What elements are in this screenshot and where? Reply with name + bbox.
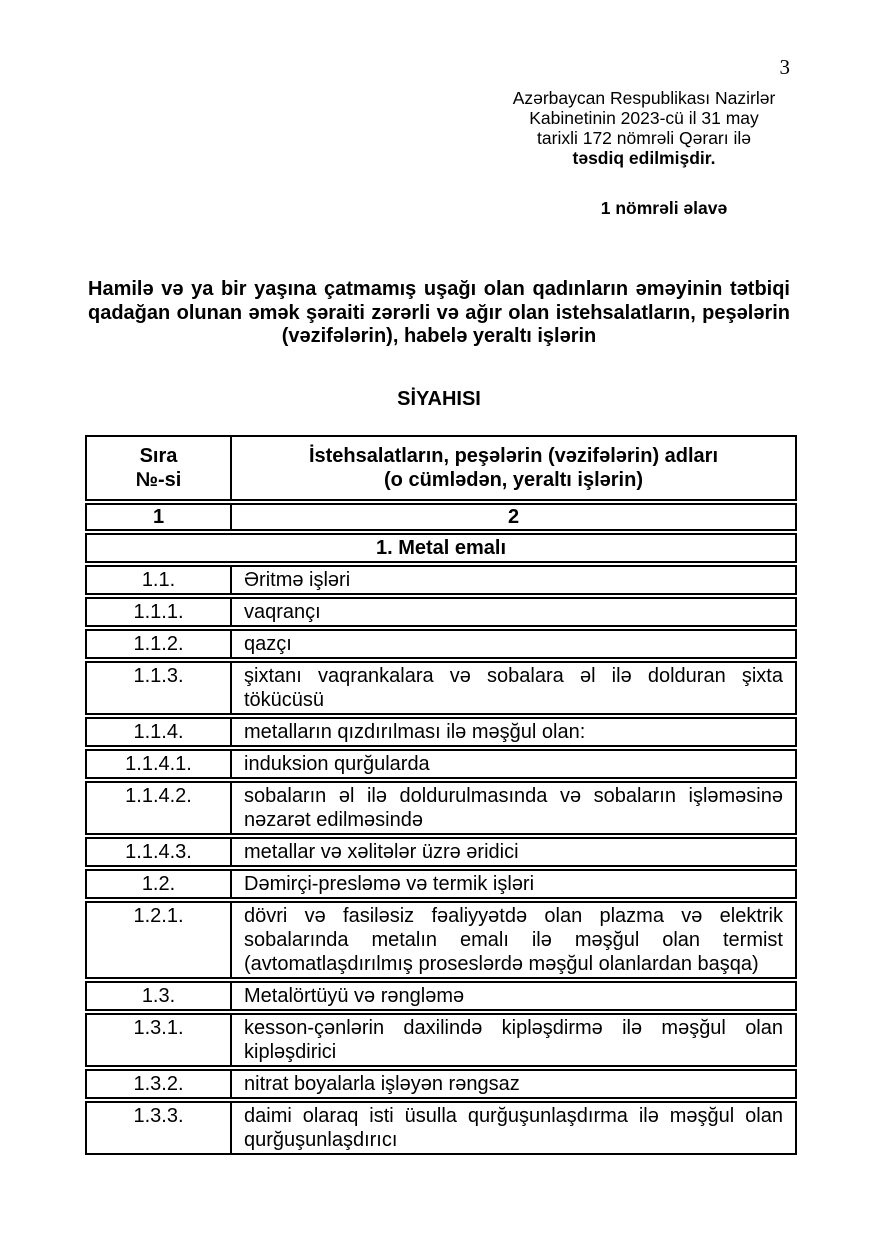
row-name-cell: vaqrançı [230,597,797,627]
table-row [85,837,797,867]
approval-line-bold: təsdiq edilmişdir. [572,148,716,168]
row-name-cell: şixtanı vaqrankalara və sobalara əl ilə dolduran şixta tökücüsü [230,661,797,715]
row-name-cell: metalların qızdırılması ilə məşğul olan: [230,717,797,747]
row-name-cell: daimi olaraq isti üsulla qurğuşunlaşdırma ilə məşğul olan qurğuşunlaşdırıcı [230,1101,797,1155]
approval-line-2: Kabinetinin 2023-cü il 31 may [529,108,759,128]
table-row [85,597,797,627]
table-row [85,749,797,779]
table-row [85,661,797,715]
row-number-cell: 1.3. [85,981,230,1011]
approval-line-1: Azərbaycan Respublikası Nazirlər [512,88,776,108]
header-col2-line1: İstehsalatların, peşələrin (vəzifələrin) adları [308,444,719,467]
table-row [85,901,797,979]
row-number-cell: 1.3.2. [85,1069,230,1099]
numbering-cell-1: 1 [85,503,230,531]
header-col1-line1: Sıra [139,444,178,467]
table-row [85,981,797,1011]
table-row [85,869,797,899]
table-header-row [85,435,797,501]
section-title: 1. Metal emalı [85,533,797,563]
table-row [85,717,797,747]
row-name-cell: Metalörtüyü və rəngləmə [230,981,797,1011]
table-row [85,565,797,595]
numbering-cell-2: 2 [230,503,797,531]
table-row [85,629,797,659]
approval-line-3: tarixli 172 nömrəli Qərarı ilə [537,128,751,148]
row-number-cell: 1.1.1. [85,597,230,627]
row-name-cell: sobaların əl ilə doldurulmasında və sobaların işləməsinə nəzarət edilməsində [230,781,797,835]
row-number-cell: 1.3.3. [85,1101,230,1155]
table-row [85,1013,797,1067]
row-number-cell: 1.1.4. [85,717,230,747]
row-name-cell: dövri və fasiləsiz fəaliyyətdə olan plazma və elektrik sobalarında metalın emalı ilə məşğul olan termist (avtomatlaşdırılmış proseslərdə məşğul olanlardan başqa) [230,901,797,979]
header-col2-line2: (o cümlədən, yeraltı işlərin) [384,468,643,491]
row-name-cell: qazçı [230,629,797,659]
document-title: Hamilə və ya bir yaşına çatmamış uşağı olan qadınların əməyinin tətbiqi qadağan olunan əmək şəraiti zərərli və ağır olan istehsalatların, peşələrin (vəzifələrin), habelə yeraltı işlərin [88,278,790,347]
row-number-cell: 1.1.3. [85,661,230,715]
row-name-cell: kesson-çənlərin daxilində kipləşdirmə ilə məşğul olan kipləşdirici [230,1013,797,1067]
row-number-cell: 1.1.4.1. [85,749,230,779]
row-number-cell: 1.2. [85,869,230,899]
table-row [85,781,797,835]
table-row [85,1101,797,1155]
row-number-cell: 1.1.4.2. [85,781,230,835]
row-name-cell: induksion qurğularda [230,749,797,779]
table-row [85,1069,797,1099]
section-row [85,533,797,563]
row-name-cell: Əritmə işləri [230,565,797,595]
header-cell-names [230,435,797,501]
column-numbering-row [85,503,797,531]
row-number-cell: 1.2.1. [85,901,230,979]
row-number-cell: 1.3.1. [85,1013,230,1067]
occupations-table [85,433,797,1157]
row-name-cell: nitrat boyalarla işləyən rəngsaz [230,1069,797,1099]
row-number-cell: 1.1. [85,565,230,595]
row-name-cell: metallar və xəlitələr üzrə əridici [230,837,797,867]
header-cell-number [85,435,230,501]
document-subtitle: SİYAHISI [397,387,481,410]
page-number: 3 [779,55,790,79]
row-number-cell: 1.1.2. [85,629,230,659]
header-col1-line2: №-si [135,468,182,491]
row-name-cell: Dəmirçi-presləmə və termik işləri [230,869,797,899]
approval-block [494,88,794,168]
annex-label: 1 nömrəli əlavə [600,198,728,218]
row-number-cell: 1.1.4.3. [85,837,230,867]
